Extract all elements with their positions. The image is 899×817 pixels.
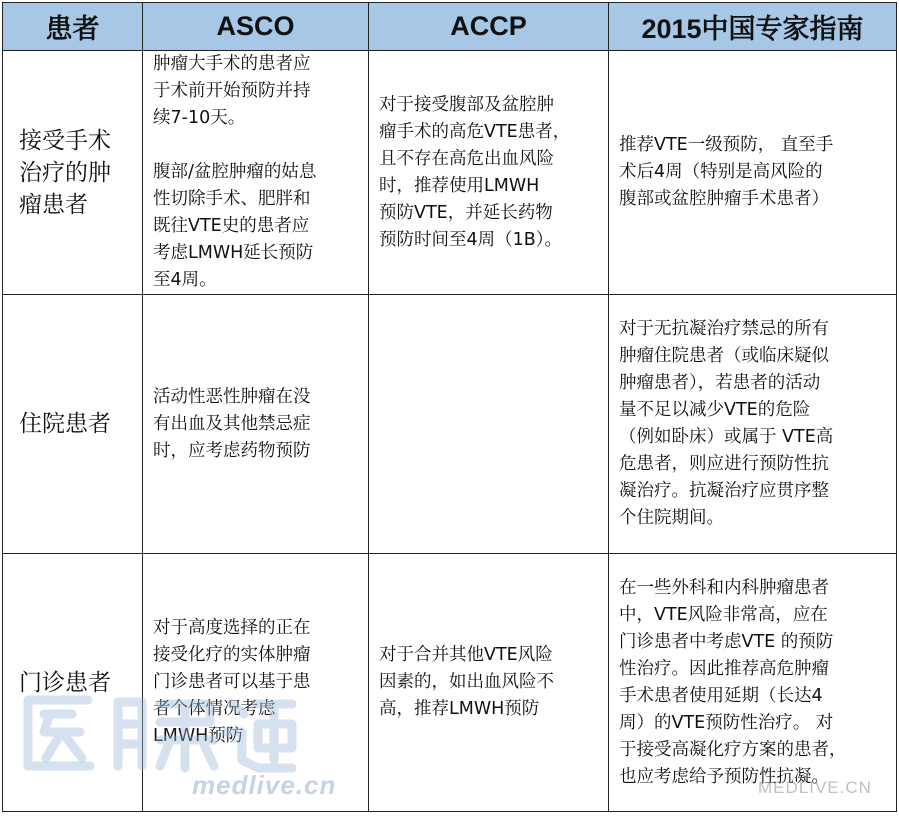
cell-accp-inpatient <box>369 295 609 554</box>
row-label-text: 住院患者 <box>19 411 111 437</box>
cell-text: 活动性恶性肿瘤在没 有出血及其他禁忌症 时，应考虑药物预防 <box>153 386 311 461</box>
guideline-comparison-table <box>2 2 897 812</box>
row-label-inpatient <box>3 295 143 554</box>
row-label-text: 门诊患者 <box>19 669 111 696</box>
cell-text: 肿瘤大手术的患者应 于术前开始预防并持 续7-10天。 <box>153 54 311 128</box>
cell-text: 推荐VTE一级预防， 直至手 术后4周（特别是高风险的 腹部或盆腔肿瘤手术患者） <box>619 135 834 209</box>
row-label-outpatient <box>3 554 143 812</box>
header-asco: ASCO <box>143 3 369 51</box>
header-patient: 患者 <box>3 3 143 51</box>
cell-china-outpatient <box>609 554 897 812</box>
medlive-corner-watermark: MEDLIVE.CN <box>758 778 872 797</box>
cell-china-surgery <box>609 51 897 295</box>
cell-text: 对于高度选择的正在 接受化疗的实体肿瘤 门诊患者可以基于患 者个体情况考虑 LMWH预防 <box>153 618 311 746</box>
header-china-2015: 2015中国专家指南 <box>609 3 897 51</box>
cell-text: 在一些外科和内科肿瘤患者 中，VTE风险非常高，应在 门诊患者中考虑VTE 的预防 性治疗。因此推荐高危肿瘤 手术患者使用延期（长达4 周）的VTE预防性治疗。 对 于接受高凝化疗方案的患者， 也应考虑给予预防性抗凝。 <box>619 577 847 787</box>
cell-china-inpatient <box>609 295 897 554</box>
cell-text: 腹部/盆腔肿瘤的姑息 性切除手术、肥胖和 既往VTE史的患者应 考虑LMWH延长预防 至4周。 <box>153 162 317 290</box>
medlive-url-watermark: medlive.cn <box>192 770 337 800</box>
cell-accp-outpatient <box>369 554 609 812</box>
cell-asco-inpatient <box>143 295 369 554</box>
table-row-outpatients <box>3 554 897 812</box>
row-label-text: 接受手术 治疗的肿 瘤患者 <box>19 127 111 218</box>
cell-text: 对于接受腹部及盆腔肿 瘤手术的高危VTE患者， 且不存在高危出血风险 时，推荐使用LMWH 预防VTE，并延长药物 预防时间至4周（1B）。 <box>379 94 571 250</box>
cell-asco-outpatient <box>143 554 369 812</box>
table-row-surgery-patients <box>3 51 897 295</box>
cell-text: 对于合并其他VTE风险 因素的，如出血风险不 高，推荐LMWH预防 <box>379 645 554 719</box>
cell-accp-surgery <box>369 51 609 295</box>
header-accp: ACCP <box>369 3 609 51</box>
cell-asco-surgery <box>143 51 369 295</box>
row-label-surgery <box>3 51 143 295</box>
header-row <box>3 3 897 51</box>
table-row-inpatients <box>3 295 897 554</box>
cell-text: 对于无抗凝治疗禁忌的所有 肿瘤住院患者（或临床疑似 肿瘤患者），若患者的活动 量不足以减少VTE的危险 （例如卧床）或属于 VTE高 危患者，则应进行预防性抗 凝治疗。抗凝治疗应贯序整 个住院期间。 <box>619 319 834 528</box>
